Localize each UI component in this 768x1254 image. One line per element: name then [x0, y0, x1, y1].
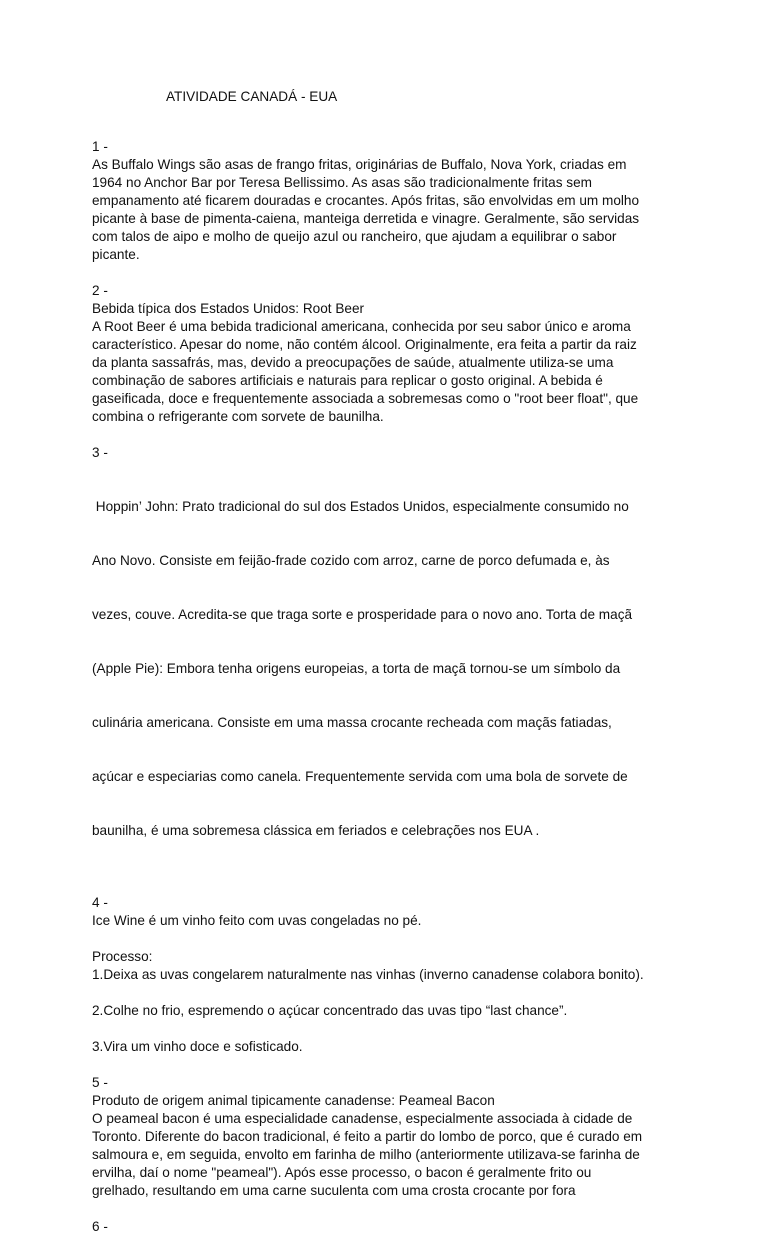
section-number: 4 - — [92, 895, 108, 910]
paragraph-line: característico. Apesar do nome, não contém álcool. Originalmente, era feita a partir da raiz — [92, 337, 637, 352]
blank-line — [92, 1020, 692, 1038]
paragraph-line: A Root Beer é uma bebida tradicional americana, conhecida por seu sabor único e aroma — [92, 319, 631, 334]
blank-line — [92, 984, 692, 1002]
paragraph-line: picante à base de pimenta-caiena, manteiga derretida e vinagre. Geralmente, são servidas — [92, 211, 640, 226]
process-step: 2.Colhe no frio, espremendo o açúcar concentrado das uvas tipo “last chance”. — [92, 1003, 568, 1018]
paragraph-line: O peameal bacon é uma especialidade canadense, especialmente associada à cidade de — [92, 1111, 633, 1126]
paragraph-line: combinação de sabores artificiais e naturais para replicar o gosto original. A bebida é — [92, 373, 603, 388]
paragraph-line: culinária americana. Consiste em uma massa crocante recheada com maçãs fatiadas, — [92, 715, 612, 730]
blank-line — [92, 930, 692, 948]
paragraph-line: combina o refrigerante com sorvete de baunilha. — [92, 409, 384, 424]
section-heading: Produto de origem animal tipicamente canadense: Peameal Bacon — [92, 1093, 495, 1108]
paragraph-line: Toronto. Diferente do bacon tradicional, é feito a partir do lombo de porco, que é curado em — [92, 1129, 643, 1144]
section-4 — [92, 894, 692, 1056]
process-step: 3.Vira um vinho doce e sofisticado. — [92, 1039, 303, 1054]
section-5 — [92, 1074, 692, 1200]
section-paragraph — [92, 300, 692, 426]
document-body — [92, 138, 692, 1254]
section-number: 3 - — [92, 445, 108, 460]
paragraph-line: açúcar e especiarias como canela. Frequentemente servida com uma bola de sorvete de — [92, 769, 628, 784]
process-step: 1.Deixa as uvas congelarem naturalmente nas vinhas (inverno canadense colabora bonito). — [92, 967, 644, 982]
section-number: 1 - — [92, 139, 108, 154]
page-title: ATIVIDADE CANADÁ - EUA — [166, 89, 338, 104]
paragraph-line: 1964 no Anchor Bar por Teresa Bellissimo. As asas são tradicionalmente fritas sem — [92, 175, 592, 190]
paragraph-line: Ano Novo. Consiste em feijão-frade cozido com arroz, carne de porco defumada e, às — [92, 553, 610, 568]
paragraph-line: ervilha, daí o nome "peameal"). Após esse processo, o bacon é geralmente frito ou — [92, 1165, 592, 1180]
paragraph-line: picante. — [92, 247, 140, 262]
paragraph-line: (Apple Pie): Embora tenha origens europeias, a torta de maçã tornou-se um símbolo da — [92, 661, 621, 676]
paragraph-line: grelhado, resultando em uma carne suculenta com uma crosta crocante por fora — [92, 1183, 576, 1198]
paragraph-line: vezes, couve. Acredita-se que traga sorte e prosperidade para o novo ano. Torta de maçã — [92, 607, 633, 622]
section-paragraph — [92, 1092, 692, 1200]
paragraph-line: empanamento até ficarem douradas e crocantes. Após fritas, são envolvidas em um molho — [92, 193, 640, 208]
section-1 — [92, 138, 692, 264]
section-paragraph — [92, 156, 692, 264]
paragraph-line: com talos de aipo e molho de queijo azul ou rancheiro, que ajudam a equilibrar o sabor — [92, 229, 617, 244]
section-number: 5 - — [92, 1075, 108, 1090]
paragraph-line: baunilha, é uma sobremesa clássica em feriados e celebrações nos EUA . — [92, 823, 540, 838]
paragraph-line: As Buffalo Wings são asas de frango fritas, originárias de Buffalo, Nova York, criadas em — [92, 157, 627, 172]
section-intro: Ice Wine é um vinho feito com uvas congeladas no pé. — [92, 913, 422, 928]
section-heading: Bebida típica dos Estados Unidos: Root Beer — [92, 301, 365, 316]
section-number: 6 - — [92, 1219, 108, 1234]
section-2 — [92, 282, 692, 426]
paragraph-line: gaseificada, doce e frequentemente associada a sobremesas como o "root beer float", que — [92, 391, 639, 406]
paragraph-line: da planta sassafrás, mas, devido a preocupações de saúde, atualmente utiliza-se uma — [92, 355, 614, 370]
paragraph-line: salmoura e, em seguida, envolto em farinha de milho (anteriormente utilizava-se farinha de — [92, 1147, 640, 1162]
paragraph-line: Hoppin’ John: Prato tradicional do sul dos Estados Unidos, especialmente consumido no — [92, 499, 629, 514]
section-number: 2 - — [92, 283, 108, 298]
process-label: Processo: — [92, 949, 153, 964]
section-6 — [92, 1218, 692, 1236]
section-paragraph — [92, 462, 692, 876]
section-3 — [92, 444, 692, 876]
